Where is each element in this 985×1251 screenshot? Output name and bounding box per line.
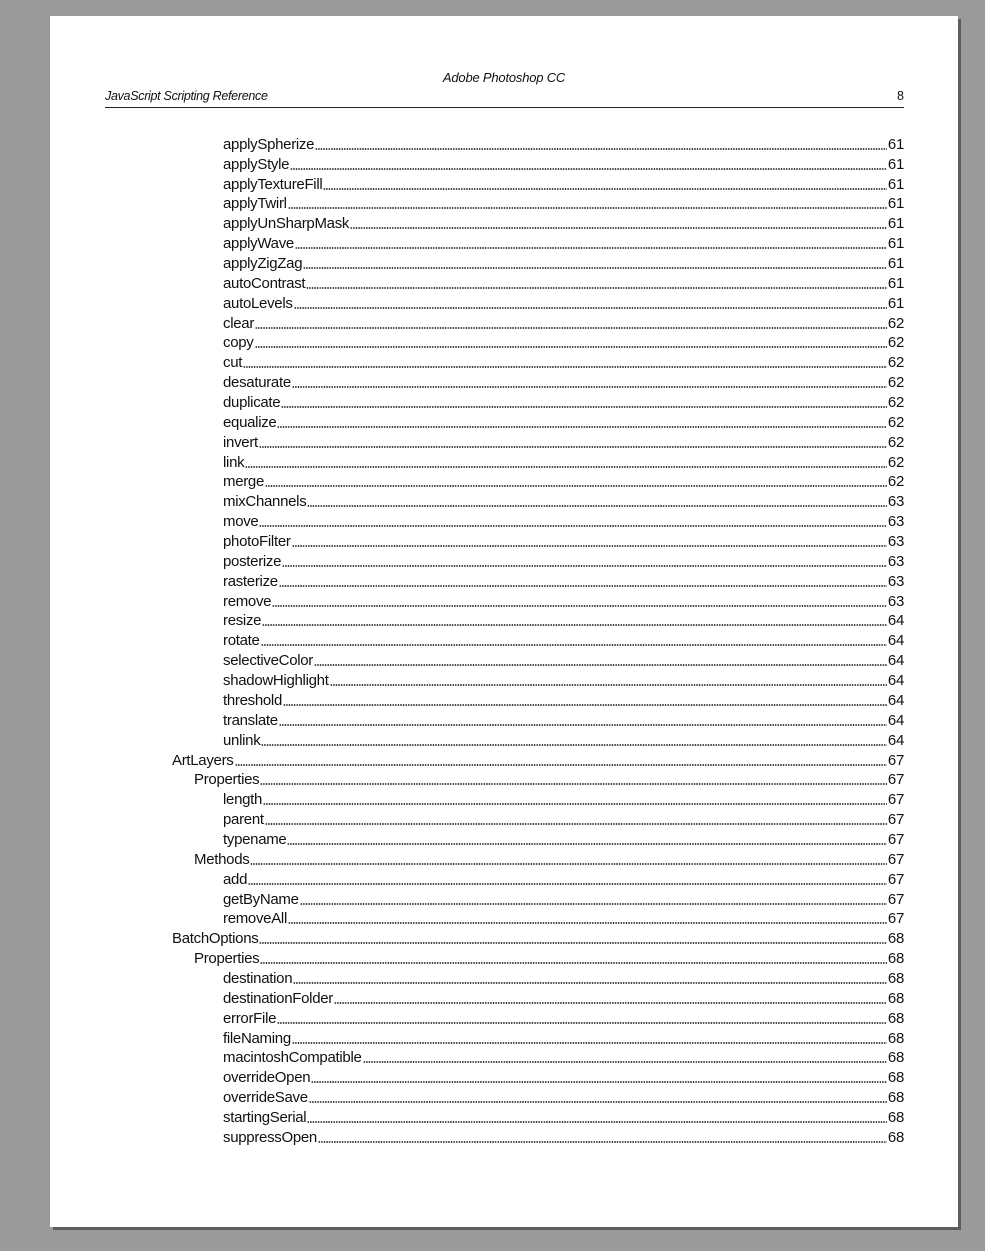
toc-entry-label[interactable]: ArtLayers (172, 751, 234, 769)
toc-entry[interactable] (50, 313, 958, 333)
dot-leader (292, 1042, 887, 1044)
toc-entry-page[interactable]: 62 (887, 473, 904, 491)
toc-entry-page[interactable]: 61 (887, 155, 904, 173)
dot-leader (318, 1141, 887, 1143)
section-title: JavaScript Scripting Reference (105, 89, 268, 103)
dot-leader (307, 1121, 887, 1123)
toc-entry-label[interactable]: copy (223, 334, 254, 352)
dot-leader (283, 704, 887, 706)
dot-leader (292, 545, 887, 547)
toc-entry[interactable] (50, 1067, 958, 1087)
dot-leader (261, 644, 887, 646)
toc-entry-page[interactable]: 62 (887, 413, 904, 431)
toc-entry-label[interactable]: link (223, 453, 245, 471)
dot-leader (293, 982, 887, 984)
toc-entry-page[interactable]: 63 (887, 493, 904, 511)
toc-entry[interactable] (50, 372, 958, 392)
toc-entry-label[interactable]: applyStyle (223, 155, 290, 173)
toc-entry[interactable] (50, 630, 958, 650)
toc-entry-label[interactable]: clear (223, 314, 255, 332)
toc-entry-label[interactable]: posterize (223, 552, 282, 570)
page-number: 8 (897, 89, 904, 103)
toc-entry-page[interactable]: 62 (887, 394, 904, 412)
toc-entry[interactable] (50, 134, 958, 154)
toc-entry-label[interactable]: BatchOptions (172, 930, 259, 948)
dot-leader (259, 525, 886, 527)
toc-entry-page[interactable]: 68 (887, 1108, 904, 1126)
toc-entry[interactable] (50, 174, 958, 194)
toc-entry-label[interactable]: threshold (223, 691, 283, 709)
dot-leader (281, 406, 887, 408)
toc-entry-page[interactable]: 64 (887, 731, 904, 749)
dot-leader (287, 843, 886, 845)
toc-entry-label[interactable]: autoLevels (223, 294, 293, 312)
dot-leader (294, 307, 887, 309)
toc-entry-label[interactable]: fileNaming (223, 1029, 291, 1047)
dot-leader (277, 426, 886, 428)
toc-entry[interactable] (50, 1107, 958, 1127)
toc-entry-page[interactable]: 62 (887, 374, 904, 392)
book-title: Adobe Photoshop CC (442, 70, 566, 85)
dot-leader (279, 585, 887, 587)
toc-entry[interactable] (50, 412, 958, 432)
toc-entry[interactable] (50, 551, 958, 571)
toc-entry[interactable] (50, 670, 958, 690)
toc-entry[interactable] (50, 511, 958, 531)
toc-entry[interactable] (50, 750, 958, 770)
toc-entry-label[interactable]: length (223, 791, 263, 809)
toc-entry-page[interactable]: 64 (887, 691, 904, 709)
toc-entry-label[interactable]: suppressOpen (223, 1128, 317, 1146)
toc-entry-label[interactable]: selectiveColor (223, 652, 314, 670)
dot-leader (303, 267, 887, 269)
toc-entry-page[interactable]: 63 (887, 572, 904, 590)
dot-leader (292, 386, 887, 388)
toc-entry[interactable] (50, 333, 958, 353)
toc-entry-page[interactable]: 63 (887, 533, 904, 551)
toc-entry[interactable] (50, 213, 958, 233)
toc-entry-page[interactable]: 64 (887, 672, 904, 690)
toc-entry-page[interactable]: 62 (887, 453, 904, 471)
toc-entry-label[interactable]: invert (223, 433, 258, 451)
toc-entry-label[interactable]: applyWave (223, 235, 294, 253)
toc-entry[interactable] (50, 928, 958, 948)
dot-leader (363, 1061, 887, 1063)
dot-leader (255, 346, 887, 348)
dot-leader (265, 823, 887, 825)
toc-entry[interactable] (50, 1028, 958, 1048)
page-shadow-bottom (53, 1227, 961, 1230)
toc-entry-label[interactable]: destinationFolder (223, 989, 333, 1007)
toc-entry[interactable] (50, 889, 958, 909)
toc-entry[interactable] (50, 1127, 958, 1147)
toc-entry-page[interactable]: 61 (887, 235, 904, 253)
toc-entry[interactable] (50, 909, 958, 929)
toc-entry[interactable] (50, 988, 958, 1008)
toc-entry-page[interactable]: 67 (887, 830, 904, 848)
toc-entry[interactable] (50, 968, 958, 988)
dot-leader (330, 684, 887, 686)
toc-entry-label[interactable]: macintoshCompatible (223, 1049, 362, 1067)
toc-entry-label[interactable]: Methods (194, 850, 250, 868)
toc-entry-page[interactable]: 62 (887, 433, 904, 451)
toc-entry[interactable] (50, 432, 958, 452)
toc-entry[interactable] (50, 611, 958, 631)
toc-entry-page[interactable]: 68 (887, 969, 904, 987)
toc-entry-page[interactable]: 64 (887, 632, 904, 650)
toc-entry-label[interactable]: desaturate (223, 374, 291, 392)
toc-entry-page[interactable]: 63 (887, 552, 904, 570)
toc-entry-page[interactable]: 62 (887, 334, 904, 352)
dot-leader (334, 1002, 887, 1004)
toc-entry-page[interactable]: 63 (887, 513, 904, 531)
toc-entry[interactable] (50, 233, 958, 253)
document-page (50, 16, 958, 1227)
dot-leader (300, 903, 887, 905)
toc-entry[interactable] (50, 650, 958, 670)
dot-leader (350, 227, 887, 229)
dot-leader (260, 783, 887, 785)
dot-leader (295, 247, 887, 249)
toc-entry-page[interactable]: 64 (887, 711, 904, 729)
toc-entry-page[interactable]: 62 (887, 354, 904, 372)
toc-entry[interactable] (50, 948, 958, 968)
toc-entry-label[interactable]: add (223, 870, 248, 888)
toc-entry-page[interactable]: 68 (887, 1049, 904, 1067)
toc-entry-label[interactable]: shadowHighlight (223, 672, 329, 690)
toc-entry-page[interactable]: 67 (887, 890, 904, 908)
toc-entry-label[interactable]: Properties (194, 950, 260, 968)
dot-leader (250, 863, 886, 865)
toc-entry-page[interactable]: 68 (887, 1009, 904, 1027)
dot-leader (307, 505, 887, 507)
dot-leader (311, 1081, 887, 1083)
toc-entry-label[interactable]: photoFilter (223, 533, 291, 551)
toc-entry-label[interactable]: errorFile (223, 1009, 277, 1027)
toc-entry-page[interactable]: 68 (887, 930, 904, 948)
toc-entry-page[interactable]: 61 (887, 294, 904, 312)
toc-entry[interactable] (50, 452, 958, 472)
toc-entry[interactable] (50, 472, 958, 492)
dot-leader (272, 605, 887, 607)
toc-entry-label[interactable]: typename (223, 830, 287, 848)
toc-entry[interactable] (50, 591, 958, 611)
toc-entry-page[interactable]: 61 (887, 274, 904, 292)
dot-leader (288, 207, 887, 209)
dot-leader (288, 922, 887, 924)
toc-entry-label[interactable]: remove (223, 592, 272, 610)
toc-entry[interactable] (50, 690, 958, 710)
dot-leader (255, 327, 887, 329)
toc-entry-label[interactable]: equalize (223, 413, 277, 431)
dot-leader (279, 724, 887, 726)
toc-entry-label[interactable]: destination (223, 969, 293, 987)
dot-leader (248, 883, 887, 885)
toc-entry[interactable] (50, 710, 958, 730)
toc-entry-page[interactable]: 63 (887, 592, 904, 610)
running-header (105, 89, 904, 108)
dot-leader (260, 962, 887, 964)
toc-entry[interactable] (50, 293, 958, 313)
toc-entry-page[interactable]: 68 (887, 1128, 904, 1146)
dot-leader (245, 466, 887, 468)
toc-entry[interactable] (50, 253, 958, 273)
toc-entry-page[interactable]: 68 (887, 1029, 904, 1047)
toc-entry-page[interactable]: 67 (887, 811, 904, 829)
toc-entry-label[interactable]: applyTextureFill (223, 175, 323, 193)
toc-entry-label[interactable]: overrideSave (223, 1089, 308, 1107)
toc-entry-label[interactable]: rasterize (223, 572, 278, 590)
toc-entry[interactable] (50, 789, 958, 809)
toc-entry-page[interactable]: 61 (887, 135, 904, 153)
toc-entry-page[interactable]: 67 (887, 751, 904, 769)
toc-entry-page[interactable]: 68 (887, 1069, 904, 1087)
toc-entry-page[interactable]: 68 (887, 1089, 904, 1107)
toc-entry-label[interactable]: applyZigZag (223, 255, 303, 273)
toc-entry-label[interactable]: applySpherize (223, 135, 315, 153)
toc-entry-page[interactable]: 67 (887, 910, 904, 928)
toc-entry-page[interactable]: 61 (887, 175, 904, 193)
dot-leader (261, 744, 887, 746)
toc-entry[interactable] (50, 392, 958, 412)
toc-entry[interactable] (50, 352, 958, 372)
toc-entry-page[interactable]: 61 (887, 255, 904, 273)
dot-leader (277, 1022, 887, 1024)
toc-entry-label[interactable]: overrideOpen (223, 1069, 311, 1087)
toc-entry-page[interactable]: 64 (887, 612, 904, 630)
toc-entry-label[interactable]: merge (223, 473, 265, 491)
toc-entry-label[interactable]: unlink (223, 731, 261, 749)
dot-leader (259, 942, 886, 944)
toc-entry[interactable] (50, 829, 958, 849)
toc-entry-label[interactable]: getByName (223, 890, 299, 908)
toc-entry-label[interactable]: autoContrast (223, 274, 306, 292)
toc-entry-page[interactable]: 64 (887, 652, 904, 670)
toc-entry-label[interactable]: resize (223, 612, 262, 630)
dot-leader (282, 565, 887, 567)
page-shadow (958, 19, 961, 1230)
dot-leader (315, 148, 887, 150)
toc-entry-label[interactable]: applyUnSharpMask (223, 215, 350, 233)
dot-leader (323, 188, 886, 190)
toc-entry-page[interactable]: 61 (887, 195, 904, 213)
toc-entry[interactable] (50, 869, 958, 889)
toc-entry-label[interactable]: cut (223, 354, 243, 372)
dot-leader (306, 287, 887, 289)
toc-entry-label[interactable]: mixChannels (223, 493, 307, 511)
toc-entry[interactable] (50, 194, 958, 214)
toc-entry-page[interactable]: 62 (887, 314, 904, 332)
toc-entry[interactable] (50, 1008, 958, 1028)
toc-entry[interactable] (50, 571, 958, 591)
toc-entry[interactable] (50, 1087, 958, 1107)
toc-entry-label[interactable]: startingSerial (223, 1108, 307, 1126)
toc-entry-page[interactable]: 67 (887, 870, 904, 888)
toc-entry[interactable] (50, 531, 958, 551)
dot-leader (290, 168, 887, 170)
toc-entry[interactable] (50, 154, 958, 174)
toc-entry-page[interactable]: 61 (887, 215, 904, 233)
toc-entry-page[interactable]: 67 (887, 771, 904, 789)
toc-entry-label[interactable]: duplicate (223, 394, 281, 412)
dot-leader (262, 624, 887, 626)
toc-entry[interactable] (50, 491, 958, 511)
toc-entry-page[interactable]: 68 (887, 989, 904, 1007)
dot-leader (243, 366, 887, 368)
dot-leader (259, 446, 887, 448)
toc-entry[interactable] (50, 809, 958, 829)
table-of-contents (50, 134, 958, 1147)
toc-entry[interactable] (50, 1048, 958, 1068)
toc-entry[interactable] (50, 770, 958, 790)
dot-leader (235, 764, 887, 766)
toc-entry-label[interactable]: removeAll (223, 910, 287, 928)
toc-entry-label[interactable]: Properties (194, 771, 260, 789)
toc-entry-label[interactable]: parent (223, 811, 264, 829)
toc-entry[interactable] (50, 849, 958, 869)
toc-entry-page[interactable]: 67 (887, 791, 904, 809)
toc-entry-label[interactable]: applyTwirl (223, 195, 287, 213)
dot-leader (314, 664, 887, 666)
toc-entry-label[interactable]: move (223, 513, 259, 531)
toc-entry[interactable] (50, 273, 958, 293)
toc-entry-page[interactable]: 67 (887, 850, 904, 868)
dot-leader (263, 803, 887, 805)
toc-entry-page[interactable]: 68 (887, 950, 904, 968)
toc-entry-label[interactable]: translate (223, 711, 278, 729)
dot-leader (265, 485, 887, 487)
toc-entry[interactable] (50, 730, 958, 750)
toc-entry-label[interactable]: rotate (223, 632, 260, 650)
dot-leader (309, 1101, 887, 1103)
